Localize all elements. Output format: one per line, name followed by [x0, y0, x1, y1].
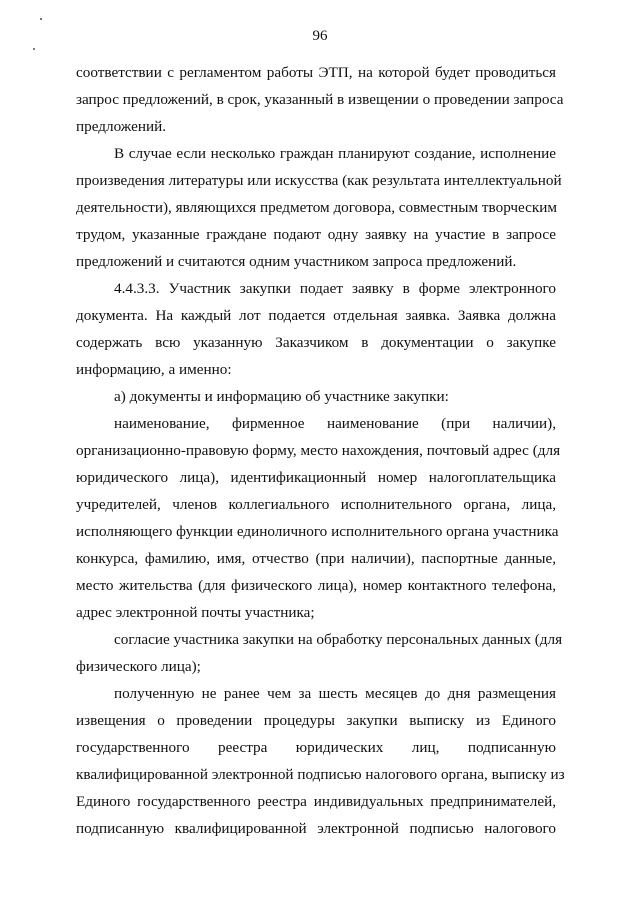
text-line: адрес электронной почты участника; — [76, 604, 315, 621]
text-line: учредителей, членов коллегиального исполнительного органа, лица, — [76, 496, 556, 513]
text-line: 4.4.3.3. Участник закупки подает заявку в форме электронного — [114, 280, 556, 297]
text-line: деятельности), являющихся предметом договора, совместным творческим — [76, 199, 558, 216]
text-line: содержать всю указанную Заказчиком в документации о закупке — [76, 334, 556, 351]
text-line: В случае если несколько граждан планируют создание, исполнение — [114, 145, 556, 162]
page-number: 96 — [312, 28, 328, 44]
scan-speck — [33, 48, 35, 50]
text-line: конкурса, фамилию, имя, отчество (при наличии), паспортные данные, — [76, 550, 556, 567]
text-line: исполняющего функции единоличного исполнительного органа участника — [76, 523, 559, 540]
text-line: наименование, фирменное наименование (при наличии), — [114, 415, 556, 432]
text-line: квалифицированной электронной подписью налогового органа, выписку из — [76, 766, 565, 783]
text-line: соответствии с регламентом работы ЭТП, на которой будет проводиться — [76, 64, 556, 81]
text-line: физического лица); — [76, 658, 201, 675]
text-line: трудом, указанные граждане подают одну заявку на участие в запросе — [76, 226, 556, 243]
scan-speck — [40, 18, 42, 20]
text-line: произведения литературы или искусства (как результата интеллектуальной — [76, 172, 562, 189]
text-line: полученную не ранее чем за шесть месяцев до дня размещения — [114, 685, 556, 702]
text-line: предложений. — [76, 118, 166, 135]
text-line: место жительства (для физического лица), номер контактного телефона, — [76, 577, 556, 594]
text-line: подписанную квалифицированной электронной подписью налогового — [76, 820, 556, 837]
text-line: информацию, а именно: — [76, 361, 232, 378]
text-line: юридического лица), идентификационный номер налогоплательщика — [76, 469, 556, 486]
text-line: предложений и считаются одним участником запроса предложений. — [76, 253, 517, 270]
text-line: государственного реестра юридических лиц, подписанную — [76, 739, 556, 756]
text-line: организационно-правовую форму, место нахождения, почтовый адрес (для — [76, 442, 561, 459]
text-line: документа. На каждый лот подается отдельная заявка. Заявка должна — [76, 307, 556, 324]
text-line: согласие участника закупки на обработку персональных данных (для — [114, 631, 563, 648]
text-line: запрос предложений, в срок, указанный в извещении о проведении запроса — [76, 91, 564, 108]
text-line: извещения о проведении процедуры закупки выписку из Единого — [76, 712, 556, 729]
text-line: а) документы и информацию об участнике закупки: — [114, 388, 449, 405]
text-line: Единого государственного реестра индивидуальных предпринимателей, — [76, 793, 556, 810]
